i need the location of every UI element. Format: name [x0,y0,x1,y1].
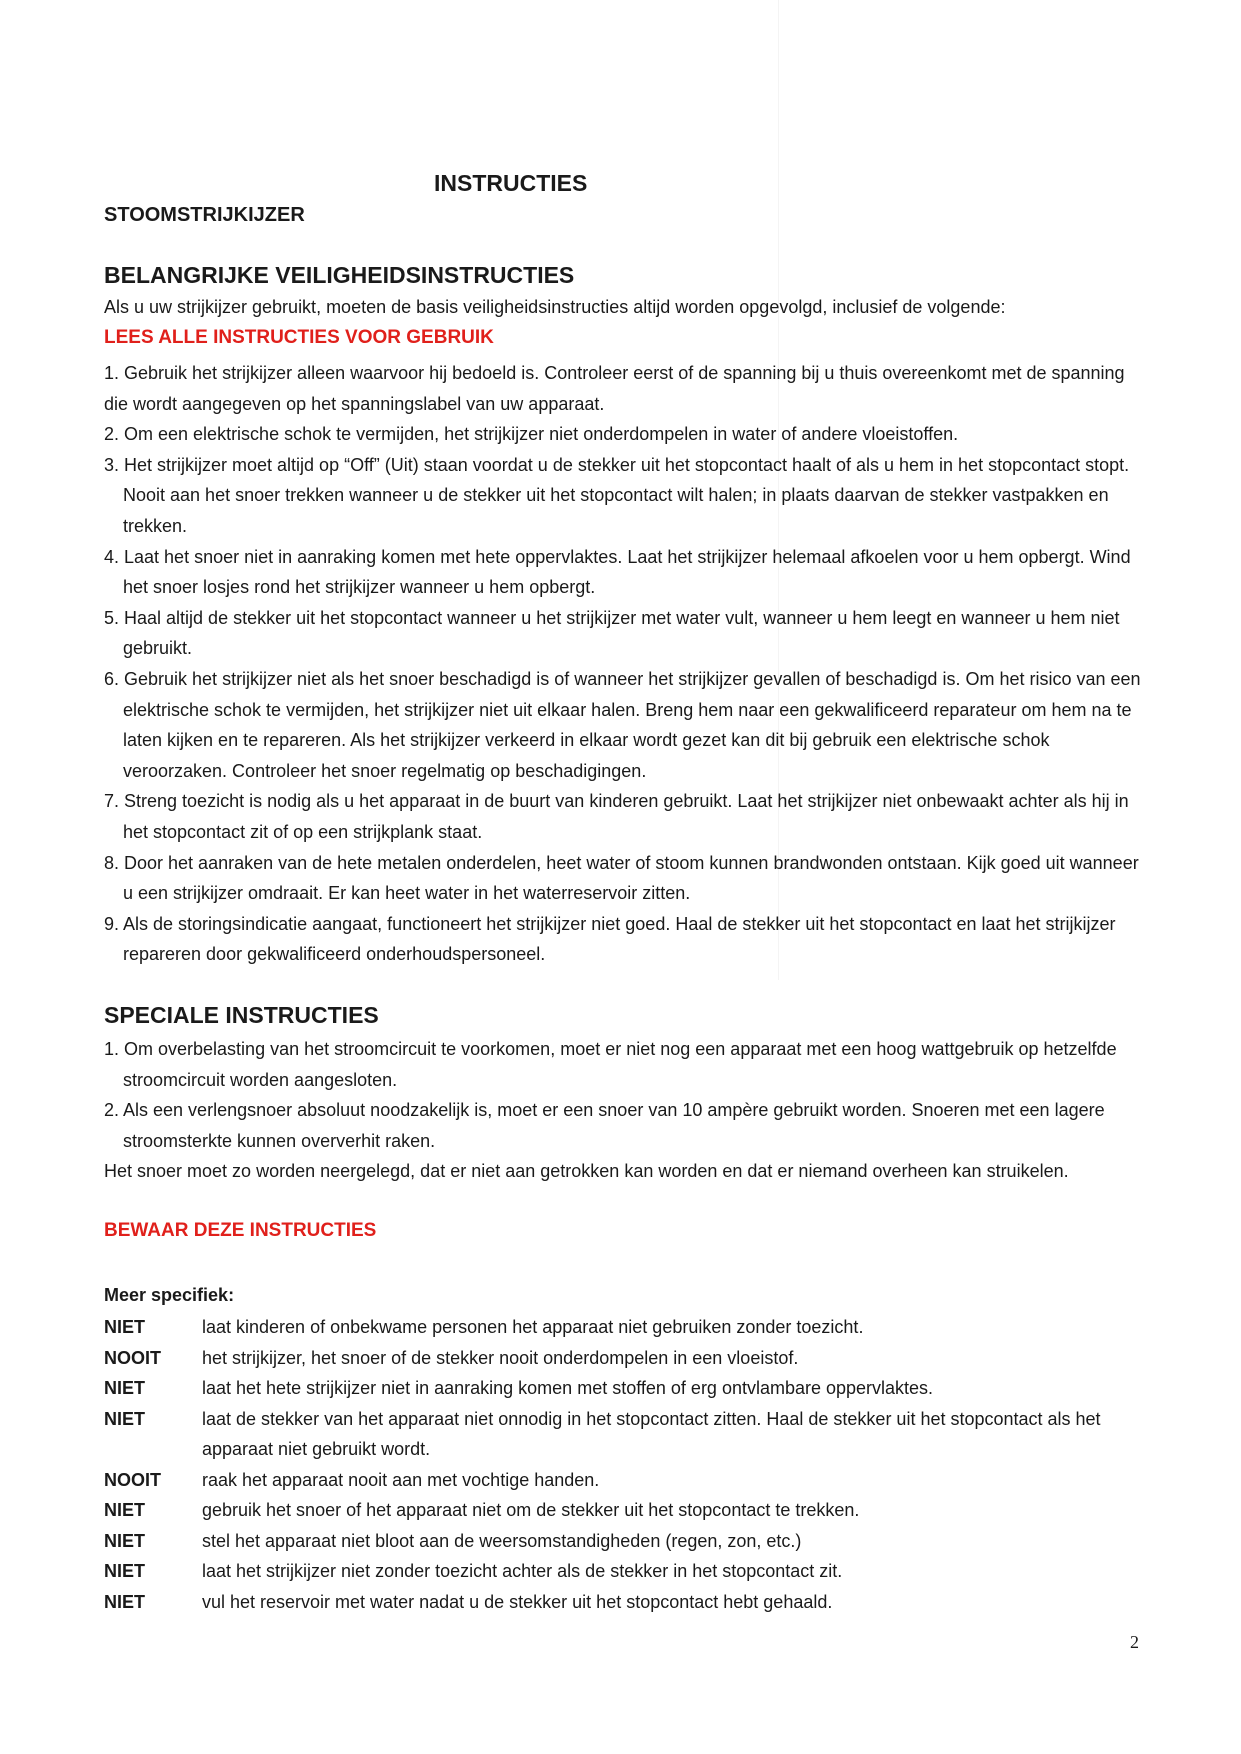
rule-text: laat het strijkijzer niet zonder toezicht achter als de stekker in het stopcontact zit. [202,1561,843,1581]
rule-row [104,1404,1149,1465]
safety-item-4: 4. Laat het snoer niet in aanraking komen met hete oppervlaktes. Laat het strijkijzer helemaal afkoelen voor u hem opbergt. Wind het snoer losjes rond het strijkijzer wanneer u hem opbergt. [104,546,1131,598]
special-list [104,1034,1149,1187]
safety-item-8: 8. Door het aanraken van de hete metalen onderdelen, heet water of stoom kunnen brandwonden ontstaan. Kijk goed uit wanneer u een strijkijzer omdraait. Er kan heet water in het waterreservoir zitten. [104,852,1139,904]
special-item-3: Het snoer moet zo worden neergelegd, dat er niet aan getrokken kan worden en dat er niemand overheen kan struikelen. [104,1161,1069,1182]
rule-keyword: NIET [104,1591,146,1612]
safety-item-3: 3. Het strijkijzer moet altijd op “Off” (Uit) staan voordat u de stekker uit het stopcontact haalt of als u hem in het stopcontact stopt. Nooit aan het snoer trekken wanneer u de stekker uit het stopcontact wilt halen; in plaats daarvan de stekker vastpakken en trekken. [104,454,1130,536]
rule-keyword: NIET [104,1561,146,1581]
rule-keyword: NIET [104,1408,146,1429]
keep-instructions: BEWAAR DEZE INSTRUCTIES [104,1220,377,1241]
rule-text: laat de stekker van het apparaat niet onnodig in het stopcontact zitten. Haal de stekker uit het stopcontact als het apparaat niet gebruikt wordt. [202,1408,1101,1459]
rule-keyword: NIET [104,1530,146,1551]
specific-rules [104,1312,1149,1617]
rule-text: raak het apparaat nooit aan met vochtige handen. [202,1469,600,1490]
rule-row [104,1373,1149,1404]
special-item-2: 2. Als een verlengsnoer absoluut noodzakelijk is, moet er een snoer van 10 ampère gebruikt worden. Snoeren met een lagere stroomsterkte kunnen oververhit raken. [104,1100,1105,1151]
rule-keyword: NIET [104,1500,146,1520]
rule-keyword: NIET [104,1317,146,1337]
safety-intro: Als u uw strijkijzer gebruikt, moeten de basis veiligheidsinstructies altijd worden opgevolgd, inclusief de volgende: [104,297,1006,317]
specific-heading: Meer specifiek: [104,1285,235,1305]
special-item-1: 1. Om overbelasting van het stroomcircuit te voorkomen, moet er niet nog een apparaat met een hoog wattgebruik op hetzelfde stroomcircuit worden aangesloten. [104,1039,1117,1090]
rule-row [104,1343,1149,1374]
rule-text: stel het apparaat niet bloot aan de weersomstandigheden (regen, zon, etc.) [202,1530,802,1551]
rule-text: laat kinderen of onbekwame personen het apparaat niet gebruiken zonder toezicht. [202,1317,864,1337]
page-number: 2 [1130,1632,1139,1652]
safety-heading: BELANGRIJKE VEILIGHEIDSINSTRUCTIES [104,262,575,288]
safety-item-5: 5. Haal altijd de stekker uit het stopcontact wanneer u het strijkijzer met water vult, wanneer u hem leegt en wanneer u hem niet gebruikt. [104,607,1120,659]
rule-row [104,1526,1149,1557]
rule-text: het strijkijzer, het snoer of de stekker nooit onderdompelen in een vloeistof. [202,1347,799,1368]
product-name: STOOMSTRIJKIJZER [104,204,305,226]
rule-row [104,1587,1149,1618]
special-heading: SPECIALE INSTRUCTIES [104,1002,379,1028]
rule-text: laat het hete strijkijzer niet in aanraking komen met stoffen of erg ontvlambare oppervlaktes. [202,1378,934,1398]
rule-row [104,1312,1149,1343]
rule-text: vul het reservoir met water nadat u de stekker uit het stopcontact hebt gehaald. [202,1591,833,1612]
safety-item-1: 1. Gebruik het strijkijzer alleen waarvoor hij bedoeld is. Controleer eerst of de spanning bij u thuis overeenkomt met de spanning die wordt aangegeven op het spanningslabel van uw apparaat. [104,363,1125,414]
rule-keyword: NIET [104,1378,146,1398]
rule-row [104,1465,1149,1496]
rule-keyword: NOOIT [104,1347,161,1368]
rule-row [104,1556,1149,1587]
safety-item-7: 7. Streng toezicht is nodig als u het apparaat in de buurt van kinderen gebruikt. Laat het strijkijzer niet onbewaakt achter als hij in het stopcontact zit of op een strijkplank staat. [104,791,1129,842]
read-all-warning: LEES ALLE INSTRUCTIES VOOR GEBRUIK [104,327,494,348]
safety-list [104,358,1149,970]
safety-item-2: 2. Om een elektrische schok te vermijden, het strijkijzer niet onderdompelen in water of andere vloeistoffen. [104,424,959,445]
rule-row [104,1495,1149,1526]
rule-text: gebruik het snoer of het apparaat niet om de stekker uit het stopcontact te trekken. [202,1500,860,1520]
rule-keyword: NOOIT [104,1469,161,1490]
safety-item-9: 9. Als de storingsindicatie aangaat, functioneert het strijkijzer niet goed. Haal de stekker uit het stopcontact en laat het strijkijzer repareren door gekwalificeerd onderhoudspersoneel. [104,913,1116,965]
safety-item-6: 6. Gebruik het strijkijzer niet als het snoer beschadigd is of wanneer het strijkijzer gevallen of beschadigd is. Om het risico van een elektrische schok te vermijden, het strijkijzer niet uit elkaar halen. Breng hem naar een gekwalificeerd reparateur om hem na te laten kijken en te repareren. Als het strijkijzer verkeerd in elkaar wordt gezet kan dit bij gebruik een elektrische schok veroorzaken. Controleer het snoer regelmatig op beschadigingen. [104,668,1141,781]
page-title: INSTRUCTIES [434,170,588,196]
